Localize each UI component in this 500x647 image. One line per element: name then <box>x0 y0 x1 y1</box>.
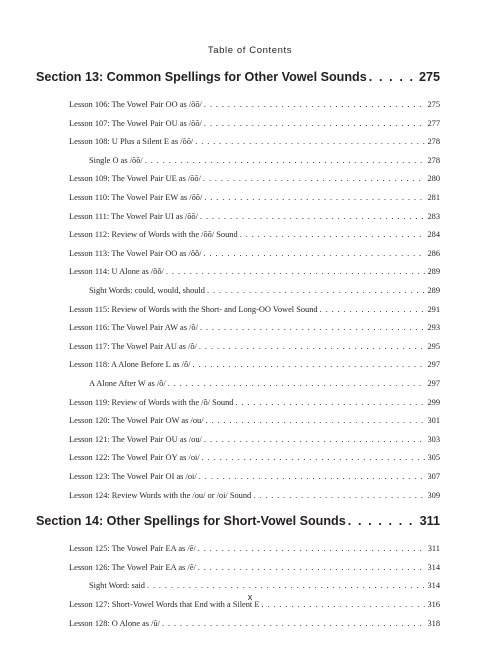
toc-entry-page: 318 <box>427 618 440 628</box>
toc-entry-page: 301 <box>427 416 440 426</box>
toc-entry-page: 297 <box>427 379 440 388</box>
dot-leader <box>198 544 426 553</box>
dot-leader <box>166 267 426 276</box>
toc-entry-title: Single O as /ŏŏ/ <box>89 155 143 165</box>
toc-lesson-entry[interactable] <box>69 563 440 572</box>
dot-leader <box>206 416 426 425</box>
toc-lesson-entry[interactable] <box>69 305 440 314</box>
dot-leader <box>147 581 426 590</box>
dot-leader <box>253 491 425 500</box>
toc-sub-entry[interactable] <box>89 156 440 165</box>
toc-lesson-entry[interactable] <box>69 360 440 369</box>
toc-entry-title: Lesson 106: The Vowel Pair OO as /ŏŏ/ <box>69 100 202 109</box>
toc-entry-page: 295 <box>427 341 440 351</box>
toc-lesson-entry[interactable] <box>69 491 440 500</box>
toc-entry-title: Lesson 123: The Vowel Pair OI as /oi/ <box>69 472 197 481</box>
toc-entry-page: 311 <box>419 514 440 529</box>
toc-entry-page: 305 <box>427 453 440 463</box>
toc-entry-page: 293 <box>427 323 440 333</box>
toc-entry-page: 286 <box>427 248 440 258</box>
toc-entry-title: Lesson 112: Review of Words with the /ŏŏ/ Sound <box>69 230 238 240</box>
toc-entry-page: 284 <box>427 230 440 240</box>
toc-entry-title: Lesson 107: The Vowel Pair OU as /ŏŏ/ <box>69 118 202 128</box>
toc-entry-title: Lesson 109: The Vowel Pair UE as /ŏŏ/ <box>69 174 201 184</box>
toc-entry-title: Lesson 125: The Vowel Pair EA as /ĕ/ <box>69 544 196 554</box>
toc-entry-page: 275 <box>418 70 440 84</box>
toc-entry-page: 278 <box>427 137 440 147</box>
toc-lesson-entry[interactable] <box>69 212 440 221</box>
dot-leader <box>369 70 417 84</box>
dot-leader <box>162 619 425 628</box>
dot-leader <box>348 514 418 528</box>
toc-entry-title: Lesson 115: Review of Words with the Short- and Long-OO Vowel Sound <box>69 304 318 314</box>
running-header: Table of Contents <box>207 45 293 56</box>
toc-entry-page: 277 <box>427 118 440 128</box>
toc-entry-title: Lesson 120: The Vowel Pair OW as /ou/ <box>69 416 204 426</box>
toc-entry-page: 303 <box>427 434 440 444</box>
toc-lesson-entry[interactable] <box>69 193 440 202</box>
dot-leader <box>195 137 425 146</box>
dot-leader <box>207 286 425 295</box>
toc-entry-page: 307 <box>427 472 440 481</box>
toc-entry-page: 289 <box>427 286 440 295</box>
toc-entry-title: A Alone After W as /ô/ <box>89 379 166 388</box>
toc-entry-title: Lesson 127: Short-Vowel Words that End with a Silent E <box>69 600 260 609</box>
toc-entry-page: 297 <box>427 360 440 370</box>
toc-lesson-entry[interactable] <box>69 137 440 146</box>
toc-lesson-entry[interactable] <box>69 544 440 553</box>
toc-entry-title: Lesson 124: Review Words with the /ou/ or /oi/ Sound <box>69 490 252 500</box>
toc-entry-page: 316 <box>427 600 440 609</box>
toc-sub-entry[interactable] <box>89 581 440 590</box>
toc-entry-title: Lesson 128: O Alone as /ŭ/ <box>69 618 160 628</box>
toc-lesson-entry[interactable] <box>69 100 440 109</box>
dot-leader <box>202 453 426 462</box>
dot-leader <box>193 360 426 369</box>
dot-leader <box>198 563 426 572</box>
toc-entry-page: 314 <box>427 562 440 572</box>
toc-sub-entry[interactable] <box>89 286 440 295</box>
dot-leader <box>203 174 426 183</box>
toc-entry-page: 281 <box>427 193 440 202</box>
toc-lesson-entry[interactable] <box>69 230 440 239</box>
toc-lesson-entry[interactable] <box>69 619 440 628</box>
toc-entry-title: Lesson 108: U Plus a Silent E as /ŏŏ/ <box>69 137 194 147</box>
toc-entry-page: 280 <box>427 174 440 184</box>
toc-entry-page: 291 <box>427 304 440 314</box>
toc-entry-page: 314 <box>427 581 440 591</box>
dot-leader <box>199 472 426 481</box>
toc-lesson-entry[interactable] <box>69 249 440 258</box>
toc-entry-title: Lesson 117: The Vowel Pair AU as /ô/ <box>69 341 197 351</box>
toc-entry-title: Lesson 116: The Vowel Pair AW as /ô/ <box>69 323 198 333</box>
dot-leader <box>200 212 425 221</box>
toc-entry-title: Lesson 119: Review of Words with the /ô/ Sound <box>69 397 234 407</box>
toc-lesson-entry[interactable] <box>69 416 440 425</box>
toc-entry-title: Sight Words: could, would, should <box>89 286 205 295</box>
toc-lesson-entry[interactable] <box>69 398 440 407</box>
toc-sub-entry[interactable] <box>89 379 440 388</box>
toc-lesson-entry[interactable] <box>69 435 440 444</box>
toc-entry-page: 311 <box>427 544 440 554</box>
toc-entry-title: Lesson 118: A Alone Before L as /ô/ <box>69 360 191 370</box>
dot-leader <box>145 156 426 165</box>
toc-lesson-entry[interactable] <box>69 174 440 183</box>
dot-leader <box>168 379 426 388</box>
toc-entry-page: 283 <box>427 211 440 221</box>
toc-entry-page: 309 <box>427 490 440 500</box>
dot-leader <box>199 342 426 351</box>
toc-entry-page: 299 <box>427 397 440 407</box>
toc-lesson-entry[interactable] <box>69 323 440 332</box>
toc-lesson-entry[interactable] <box>69 267 440 276</box>
dot-leader <box>204 249 426 258</box>
toc-lesson-entry[interactable] <box>69 453 440 462</box>
toc-entry-title: Lesson 113: The Vowel Pair OO as /ǒǒ/ <box>69 248 202 258</box>
toc-entry-title: Lesson 111: The Vowel Pair UI as /ŏŏ/ <box>69 211 198 221</box>
toc-entry-title: Lesson 126: The Vowel Pair EA as /ĕ/ <box>69 562 196 572</box>
toc-entry-title: Lesson 110: The Vowel Pair EW as /ŏŏ/ <box>69 193 203 202</box>
toc-entry-title: Section 14: Other Spellings for Short-Vowel Sounds <box>36 514 346 529</box>
toc-section-entry[interactable] <box>36 70 440 84</box>
toc-entry-title: Lesson 122: The Vowel Pair OY as /oi/ <box>69 453 200 463</box>
toc-entry-title: Section 13: Common Spellings for Other Vowel Sounds <box>36 70 367 84</box>
toc-entry-title: Sight Word: said <box>89 581 145 591</box>
toc-entry-page: 289 <box>427 267 440 277</box>
dot-leader <box>204 435 426 444</box>
dot-leader <box>204 193 425 202</box>
toc-entry-title: Lesson 114: U Alone as /ǒǒ/ <box>69 267 164 277</box>
toc-lesson-entry[interactable] <box>69 119 440 128</box>
toc-lesson-entry[interactable] <box>69 472 440 481</box>
dot-leader <box>236 398 426 407</box>
toc-section-entry[interactable] <box>36 514 440 528</box>
toc-entry-page: 275 <box>427 100 440 109</box>
dot-leader <box>200 323 426 332</box>
dot-leader <box>204 119 426 128</box>
dot-leader <box>204 100 426 109</box>
toc-lesson-entry[interactable] <box>69 342 440 351</box>
toc-entry-page: 278 <box>427 155 440 165</box>
page-number: x <box>247 592 253 602</box>
dot-leader <box>320 305 426 314</box>
dot-leader <box>240 230 426 239</box>
toc-entry-title: Lesson 121: The Vowel Pair OU as /ou/ <box>69 434 202 444</box>
